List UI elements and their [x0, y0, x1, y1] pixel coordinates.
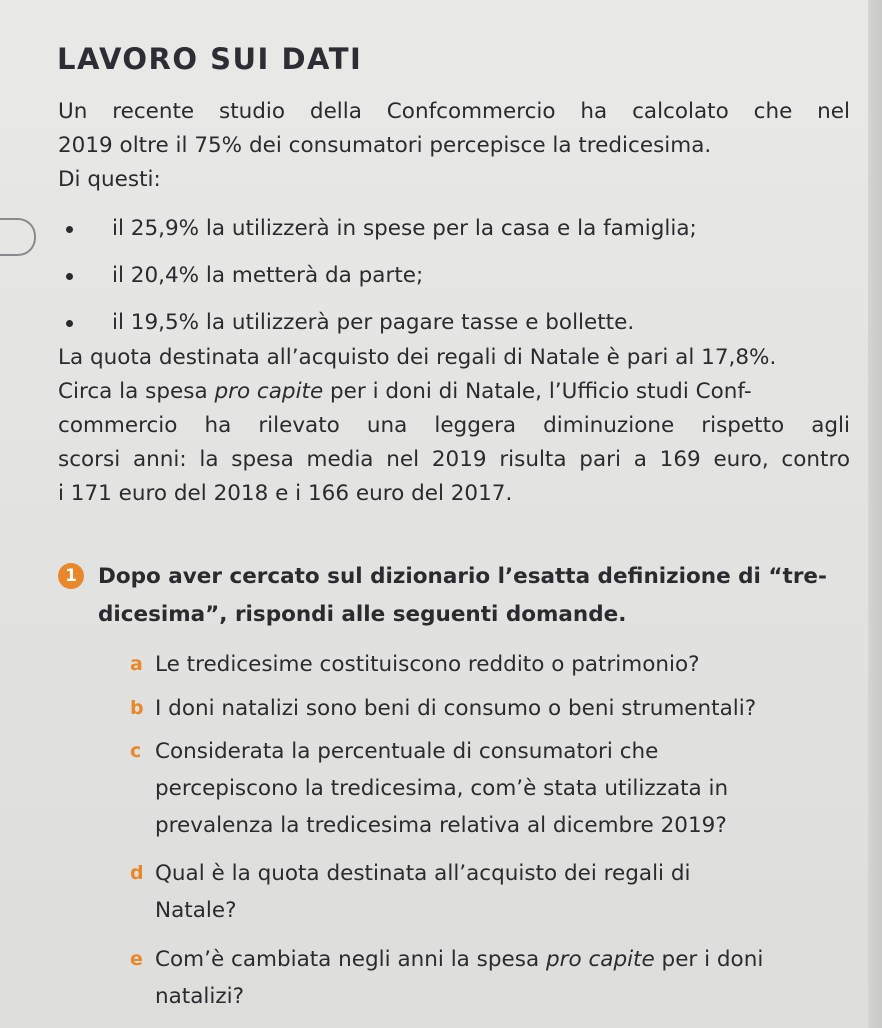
subquestion-e-line-1-end: per i doni: [654, 947, 764, 972]
intro-line-1: Un recente studio della Confcommercio ha calcolato che nel: [58, 99, 850, 124]
section-heading: LAVORO SUI DATI: [57, 42, 363, 76]
body-line-2-end: per i doni di Natale, l’Ufficio studi Conf-: [323, 379, 752, 404]
bullet-text: il 19,5% la utilizzerà per pagare tasse e bollette.: [112, 310, 635, 335]
question-line-2: dicesima”, rispondi alle seguenti domande.: [98, 602, 627, 627]
body-line-2-italic: pro capite: [214, 379, 324, 404]
subquestion-text: [155, 855, 690, 929]
intro-line-2: 2019 oltre il 75% dei consumatori percepisce la tredicesima.: [58, 133, 712, 158]
bullet-text: il 20,4% la metterà da parte;: [112, 263, 424, 288]
subquestion-text: [155, 646, 700, 683]
question-text: [98, 558, 827, 634]
bullet-dot-icon: [66, 226, 73, 233]
bullet-item: [0, 212, 882, 259]
body-line-4: scorsi anni: la spesa media nel 2019 risulta pari a 169 euro, contro: [58, 447, 850, 472]
bullet-dot-icon: [66, 273, 73, 280]
subquestion-b-line-1: I doni natalizi sono beni di consumo o beni strumentali?: [155, 696, 757, 721]
subquestion-letter: a: [130, 653, 143, 675]
subquestion-letter: c: [130, 740, 142, 762]
question-number-badge: 1: [58, 563, 84, 589]
bullet-dot-icon: [66, 320, 73, 327]
subquestion-e-line-2: natalizi?: [155, 984, 245, 1009]
subquestion-e-line-1: [155, 941, 763, 978]
body-paragraph: [58, 341, 850, 511]
subquestion-c-line-1: Considerata la percentuale di consumatori che: [155, 739, 659, 764]
subquestion-e-line-1-italic: pro capite: [545, 947, 655, 972]
body-line-5: i 171 euro del 2018 e i 166 euro del 2017.: [58, 481, 513, 506]
page-edge: [868, 0, 882, 1028]
bullet-item: [0, 259, 882, 306]
subquestion-d-line-2: Natale?: [155, 898, 237, 923]
body-line-1: La quota destinata all’acquisto dei regali di Natale è pari al 17,8%.: [58, 345, 777, 370]
question-line-1: Dopo aver cercato sul dizionario l’esatta definizione di “tre-: [98, 564, 827, 589]
bullet-list: [0, 212, 882, 353]
subquestion-text: [155, 733, 728, 844]
subquestion-text: [155, 690, 756, 727]
subquestion-text: [155, 941, 763, 1015]
subquestion-letter: b: [130, 697, 144, 719]
subquestion-c-line-3: prevalenza la tredicesima relativa al dicembre 2019?: [155, 813, 727, 838]
subquestion-c-line-2: percepiscono la tredicesima, com’è stata utilizzata in: [155, 776, 729, 801]
body-line-2: [58, 375, 850, 409]
subquestion-letter: e: [130, 948, 143, 970]
intro-paragraph: [58, 95, 850, 197]
subquestion-a-line-1: Le tredicesime costituiscono reddito o patrimonio?: [155, 652, 700, 677]
body-line-2-start: Circa la spesa: [58, 379, 215, 404]
subquestion-e-line-1-start: Com’è cambiata negli anni la spesa: [155, 947, 546, 972]
subquestion-letter: d: [130, 862, 144, 884]
body-line-3: commercio ha rilevato una leggera diminuzione rispetto agli: [58, 413, 850, 438]
subquestion-d-line-1: Qual è la quota destinata all’acquisto dei regali di: [155, 861, 691, 886]
bullet-text: il 25,9% la utilizzerà in spese per la casa e la famiglia;: [112, 216, 697, 241]
intro-line-3: Di questi:: [58, 167, 161, 192]
